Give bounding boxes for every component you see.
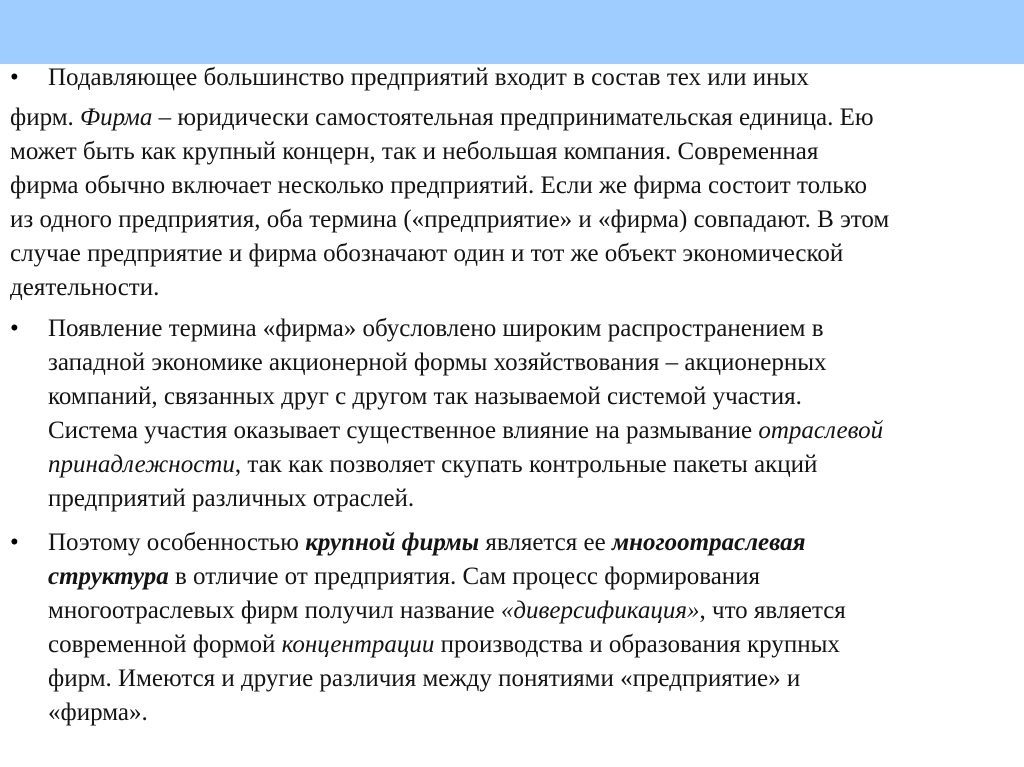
paragraph-2-line-2: западной экономике акционерной формы хозяйствования – акционерных [48, 349, 827, 376]
paragraph-3-line-4: современной формой концентрации производства и образования крупных [48, 631, 840, 658]
paragraph-1 [10, 61, 1020, 95]
term-prinadlezhnosti: принадлежности [48, 451, 235, 478]
paragraph-1-line-1: Подавляющее большинство предприятий входит в состав тех или иных [48, 64, 809, 91]
bullet-1: • [10, 64, 19, 91]
paragraph-3-line-3: многоотраслевых фирм получил название «диверсификация», что является [48, 597, 846, 624]
paragraph-3-line-6: «фирма». [48, 699, 148, 726]
paragraph-2 [48, 312, 1020, 516]
paragraph-2-line-1: Появление термина «фирма» обусловлено широким распространением в [48, 315, 824, 342]
paragraph-1-body [10, 101, 1020, 305]
paragraph-1-line-3: может быть как крупный концерн, так и небольшая компания. Современная [10, 138, 819, 165]
bullet-3: • [10, 529, 19, 556]
paragraph-2-line-6: предприятий различных отраслей. [48, 485, 415, 512]
term-kontsentratsii: концентрации [281, 631, 435, 658]
paragraph-2-line-4: Система участия оказывает существенное влияние на размывание отраслевой [48, 417, 884, 444]
term-krupnoy-firmy: крупной фирмы [305, 529, 480, 556]
paragraph-3-line-1: Поэтому особенностью крупной фирмы является ее многоотраслевая [48, 529, 806, 556]
paragraph-2-line-5: принадлежности, так как позволяет скупать контрольные пакеты акций [48, 451, 818, 478]
paragraph-1-line-7: деятельности. [10, 274, 160, 301]
paragraph-3 [48, 526, 1020, 730]
paragraph-1-line-4: фирма обычно включает несколько предприятий. Если же фирма состоит только [10, 172, 867, 199]
term-mnogootraslevaya: многоотраслевая [611, 529, 806, 556]
term-firma: Фирма [80, 104, 153, 131]
slide-header-band [0, 0, 1024, 64]
paragraph-3-line-2: структура в отличие от предприятия. Сам процесс формирования [48, 563, 761, 590]
term-struktura: структура [48, 563, 169, 590]
paragraph-2-line-3: компаний, связанных друг с другом так называемой системой участия. [48, 383, 802, 410]
term-diversifikatsiya: «диверсификация» [500, 597, 700, 624]
bullet-2: • [10, 315, 19, 342]
paragraph-3-line-5: фирм. Имеются и другие различия между понятиями «предприятие» и [48, 665, 801, 692]
paragraph-1-line-2: фирм. Фирма – юридически самостоятельная предпринимательская единица. Ею [10, 104, 874, 131]
paragraph-1-line-5: из одного предприятия, оба термина («предприятие» и «фирма) совпадают. В этом [10, 206, 890, 233]
term-otraslevoy: отраслевой [758, 417, 884, 444]
paragraph-1-line-6: случае предприятие и фирма обозначают один и тот же объект экономической [10, 240, 844, 267]
